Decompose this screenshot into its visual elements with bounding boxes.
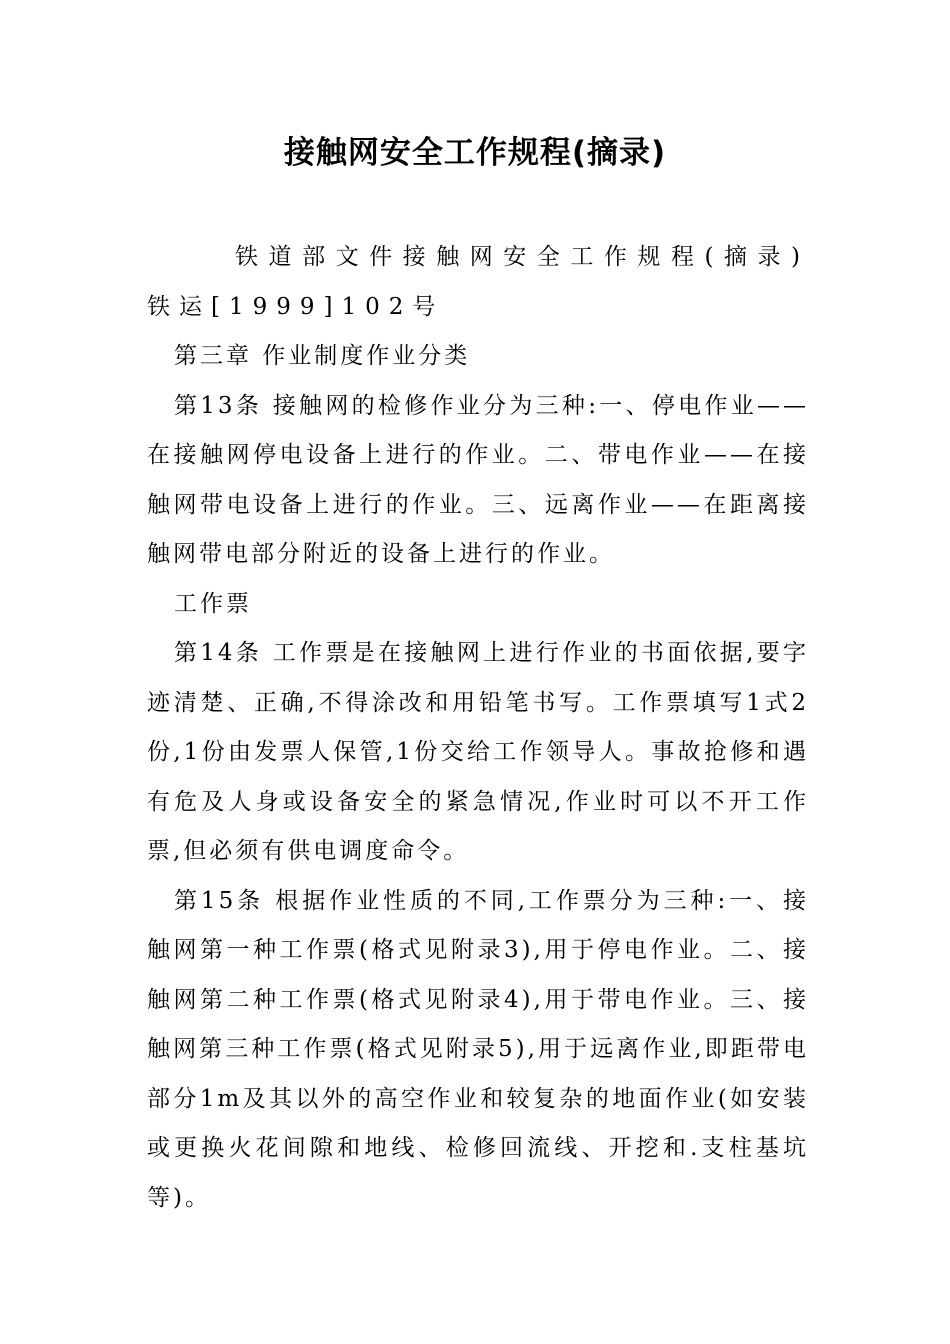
paragraph-article-14: 第14条 工作票是在接触网上进行作业的书面依据,要字迹清楚、正确,不得涂改和用铅笔书写。工作票填写1式2份,1份由发票人保管,1份交给工作领导人。事故抢修和遇有危及人身或设备安全的紧急情况,作业时可以不开工作票,但必须有供电调度命令。 [147, 640, 809, 864]
paragraph-article-13: 第13条 接触网的检修作业分为三种:一、停电作业——在接触网停电设备上进行的作业。二、带电作业——在接触网带电设备上进行的作业。三、远离作业——在距离接触网带电部分附近的设备上进行的作业。 [147, 392, 809, 567]
document-body [147, 233, 809, 1223]
paragraph-article-15: 第15条 根据作业性质的不同,工作票分为三种:一、接触网第一种工作票(格式见附录3),用于停电作业。二、接触网第二种工作票(格式见附录4),用于带电作业。三、接触网第三种工作票(格式见附录5),用于远离作业,即距带电部分1m及其以外的高空作业和较复杂的地面作业(如安装或更换火花间隙和地线、检修回流线、开挖和.支柱基坑等)。 [147, 887, 809, 1211]
document-title: 接触网安全工作规程(摘录) [283, 135, 667, 171]
paragraph-header: 铁道部文件接触网安全工作规程(摘录)铁运[1999]102号 [147, 244, 809, 320]
paragraph-chapter-heading: 第三章 作业制度作业分类 [174, 343, 471, 369]
paragraph-section-heading: 工作票 [174, 590, 252, 617]
